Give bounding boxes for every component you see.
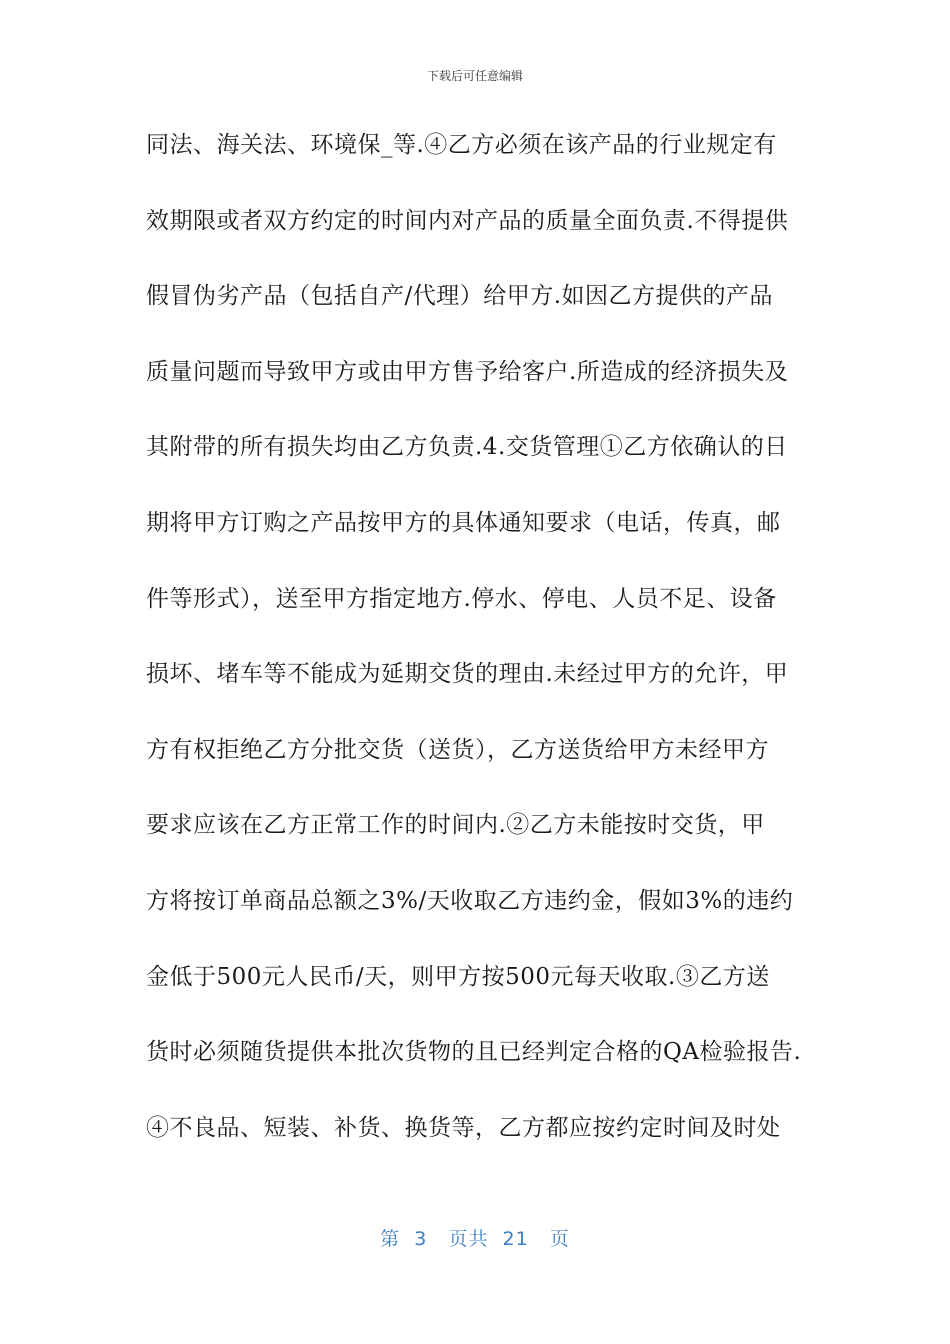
body-line: 方将按订单商品总额之3%/天收取乙方违约金，假如3%的违约 bbox=[146, 887, 794, 914]
current-page-number: 3 bbox=[414, 1228, 428, 1250]
body-line: 其附带的所有损失均由乙方负责.4.交货管理①乙方依确认的日 bbox=[146, 434, 788, 461]
page-header-note: 下载后可任意编辑 bbox=[426, 69, 523, 83]
body-line: 同法、海关法、环境保_等.④乙方必须在该产品的行业规定有 bbox=[146, 132, 777, 158]
page-label-prefix: 第 bbox=[380, 1228, 401, 1250]
total-pages-number: 21 bbox=[502, 1228, 529, 1250]
body-line: 金低于500元人民币/天，则甲方按500元每天收取.③乙方送 bbox=[146, 963, 770, 990]
body-line: 质量问题而导致甲方或由甲方售予给客户.所造成的经济损失及 bbox=[146, 358, 789, 385]
body-line: 期将甲方订购之产品按甲方的具体通知要求（电话，传真，邮 bbox=[146, 509, 781, 536]
body-line: 损坏、堵车等不能成为延期交货的理由.未经过甲方的允许，甲 bbox=[146, 661, 789, 688]
body-line: 货时必须随货提供本批次货物的且已经判定合格的QA检验报告. bbox=[146, 1039, 802, 1066]
body-line: 假冒伪劣产品（包括自产/代理）给甲方.如因乙方提供的产品 bbox=[146, 283, 774, 310]
document-body bbox=[146, 123, 806, 1181]
body-line: 要求应该在乙方正常工作的时间内.②乙方未能按时交货，甲 bbox=[146, 812, 765, 839]
body-line: 件等形式），送至甲方指定地方.停水、停电、人员不足、设备 bbox=[146, 585, 777, 612]
body-line: 效期限或者双方约定的时间内对产品的质量全面负责.不得提供 bbox=[146, 207, 789, 234]
page-label-suffix: 页 bbox=[549, 1228, 570, 1250]
body-line: 方有权拒绝乙方分批交货（送货），乙方送货给甲方未经甲方 bbox=[146, 736, 769, 763]
body-line: ④不良品、短装、补货、换货等，乙方都应按约定时间及时处 bbox=[146, 1114, 781, 1141]
page-number-footer bbox=[0, 1224, 950, 1251]
page-label-mid: 页共 bbox=[448, 1228, 489, 1250]
